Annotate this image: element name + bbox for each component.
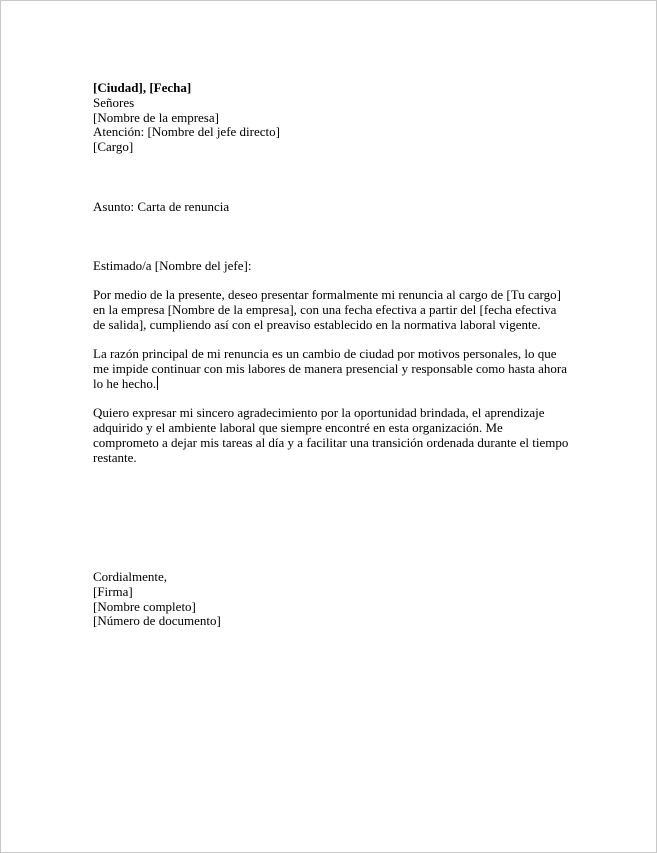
greeting-line[interactable]: Estimado/a [Nombre del jefe]: [93,258,252,273]
subject-line[interactable]: Asunto: Carta de renuncia [93,199,230,214]
paragraph-3-line-1[interactable]: Quiero expresar mi sincero agradecimiento por la oportunidad brindada, el aprendizaje [93,405,545,420]
attention-line[interactable]: Atención: [Nombre del jefe directo] [93,124,280,139]
company-line[interactable]: [Nombre de la empresa] [93,110,219,125]
paragraph-3-line-2[interactable]: adquirido y el ambiente laboral que siempre encontré en esta organización. Me [93,420,503,435]
paragraph-1-line-3[interactable]: de salida], cumpliendo así con el preaviso establecido en la normativa laboral vigente. [93,317,541,332]
position-line[interactable]: [Cargo] [93,139,134,154]
paragraph-2-line-2[interactable]: me impide continuar con mis labores de manera presencial y responsable como hasta ahora [93,361,567,376]
paragraph-2-line-1[interactable]: La razón principal de mi renuncia es un cambio de ciudad por motivos personales, lo que [93,346,557,361]
signature-line[interactable]: [Firma] [93,584,133,599]
text-cursor [157,376,158,390]
city-date-line[interactable]: [Ciudad], [Fecha] [93,80,192,95]
valediction-line[interactable]: Cordialmente, [93,569,168,584]
full-name-line[interactable]: [Nombre completo] [93,599,196,614]
salutation-line[interactable]: Señores [93,95,135,110]
paragraph-3-line-4[interactable]: restante. [93,450,137,465]
paragraph-3-line-3[interactable]: comprometo a dejar mis tareas al día y a facilitar una transición ordenada durante el tiempo [93,435,569,450]
paragraph-2-line-3-text: lo he hecho. [93,376,157,391]
paragraph-1-line-2[interactable]: en la empresa [Nombre de la empresa], con una fecha efectiva a partir del [fecha efectiva [93,302,557,317]
document-number-line[interactable]: [Número de documento] [93,613,221,628]
paragraph-1-line-1[interactable]: Por medio de la presente, deseo presentar formalmente mi renuncia al cargo de [Tu cargo] [93,287,561,302]
paragraph-2-line-3[interactable] [93,376,158,391]
